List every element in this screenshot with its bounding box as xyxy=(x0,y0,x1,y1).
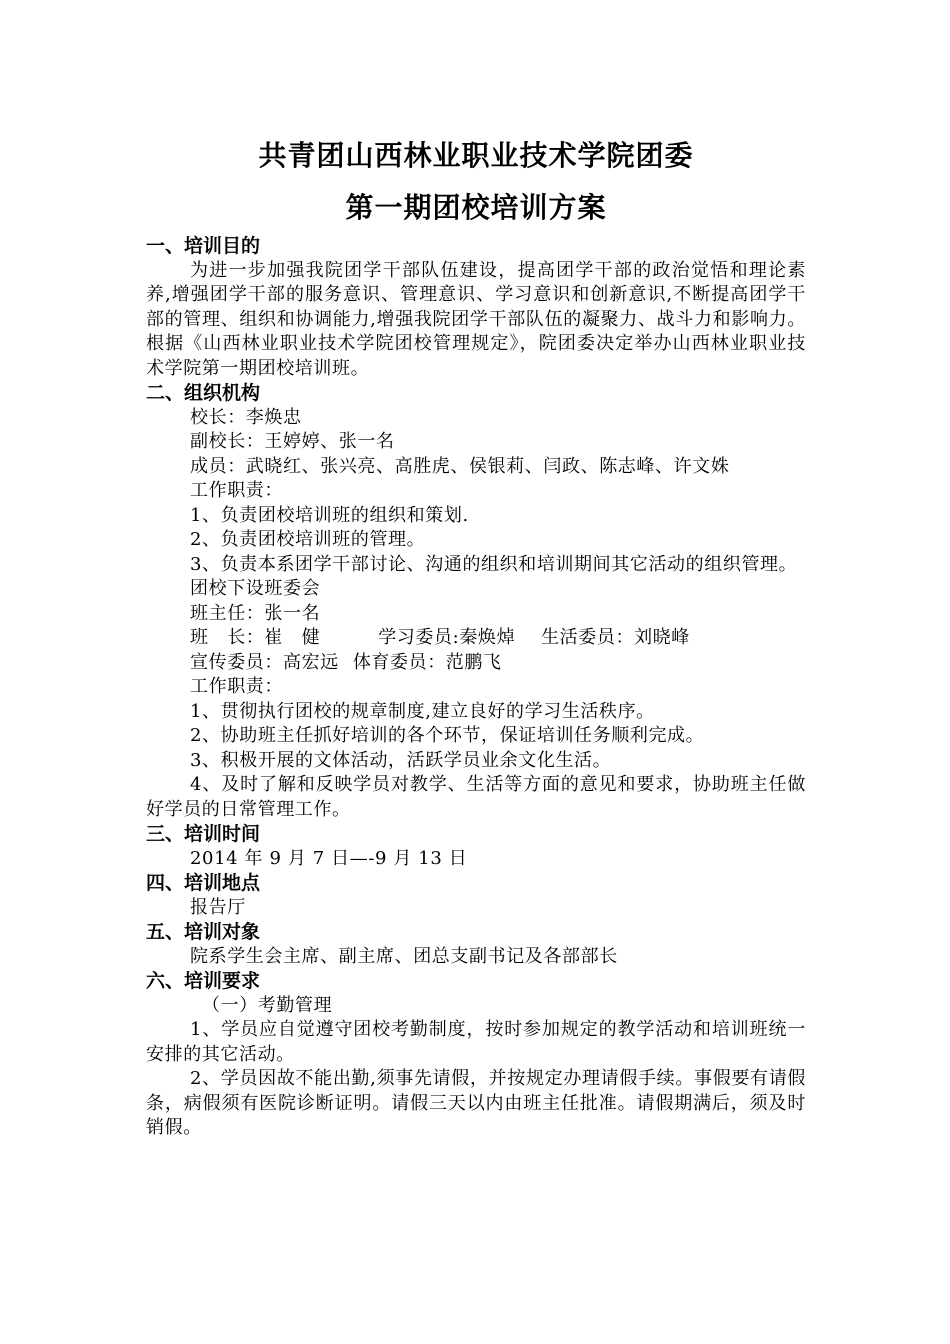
section-heading: 四、培训地点 xyxy=(146,872,261,894)
requirement-item: 2、学员因故不能出勤,须事先请假，并按规定办理请假手续。事假要有请假条，病假须有医院诊断证明。请假三天以内由班主任批准。请假期满后，须及时销假。 xyxy=(146,1068,806,1138)
section-heading: 三、培训时间 xyxy=(146,823,261,845)
class-officers-line xyxy=(146,626,806,651)
training-location: 报告厅 xyxy=(190,896,246,918)
principal-line: 校长：李焕忠 xyxy=(190,406,302,428)
sports-role: 体育委员：范鹏飞 xyxy=(352,651,502,673)
section-heading: 一、培训目的 xyxy=(146,235,261,257)
monitor-role: 班 长：崔 健 xyxy=(190,627,321,648)
head-teacher-line: 班主任：张一名 xyxy=(190,602,321,624)
section-purpose xyxy=(146,234,806,381)
duties-label: 工作职责： xyxy=(190,480,283,501)
duty-item: 1、负责团校培训班的组织和策划. xyxy=(190,504,469,526)
document-title-line1: 共青团山西林业职业技术学院团委 xyxy=(258,139,694,172)
duties-label: 工作职责： xyxy=(190,676,283,697)
subsection-heading: （一）考勤管理 xyxy=(202,994,333,1016)
duty-item: 3、积极开展的文体活动，活跃学员业余文化生活。 xyxy=(190,749,612,771)
document-title-line2: 第一期团校培训方案 xyxy=(345,191,607,224)
members-line: 成员：武晓红、张兴亮、高胜虎、侯银莉、闫政、陈志峰、许文姝 xyxy=(190,455,730,477)
section-requirements xyxy=(146,969,806,1141)
section-time xyxy=(146,822,806,871)
section-heading: 六、培训要求 xyxy=(146,970,261,992)
requirement-item: 1、学员应自觉遵守团校考勤制度，按时参加规定的教学活动和培训班统一安排的其它活动。 xyxy=(146,1019,806,1065)
committee-line: 团校下设班委会 xyxy=(190,578,321,599)
duty-item: 2、负责团校培训班的管理。 xyxy=(190,529,426,550)
duty-item: 1、贯彻执行团校的规章制度,建立良好的学习生活秩序。 xyxy=(190,700,655,722)
section-location xyxy=(146,871,806,920)
publicity-role: 宣传委员：高宏远 xyxy=(190,651,339,673)
life-role: 生活委员：刘晓峰 xyxy=(541,627,690,648)
training-time: 2014 年 9 月 7 日—-9 月 13 日 xyxy=(190,847,468,869)
study-role: 学习委员:秦焕焯 xyxy=(378,627,516,648)
section-heading: 五、培训对象 xyxy=(146,921,261,943)
duty-item: 2、协助班主任抓好培训的各个环节，保证培训任务顺利完成。 xyxy=(190,725,705,746)
duty-item: 3、负责本系团学干部讨论、沟通的组织和培训期间其它活动的组织管理。 xyxy=(190,553,798,575)
paragraph: 为进一步加强我院团学干部队伍建设，提高团学干部的政治觉悟和理论素养,增强团学干部的服务意识、管理意识、学习意识和创新意识,不断提高团学干部的管理、组织和协调能力,增强我院团学干部队伍的凝聚力、战斗力和影响力。根据《山西林业职业技术学院团校管理规定》，院团委决定举办山西林业职业技术学院第一期团校培训班。 xyxy=(146,259,806,379)
training-audience: 院系学生会主席、副主席、团总支副书记及各部部长 xyxy=(190,945,618,967)
duty-item: 4、及时了解和反映学员对教学、生活等方面的意见和要求，协助班主任做好学员的日常管理工作。 xyxy=(146,774,806,820)
document-page xyxy=(146,130,806,1141)
vice-principal-line: 副校长：王婷婷、张一名 xyxy=(190,431,395,452)
section-audience xyxy=(146,920,806,969)
section-heading: 二、组织机构 xyxy=(146,382,261,404)
class-officers-line xyxy=(146,651,806,676)
section-organization xyxy=(146,381,806,822)
